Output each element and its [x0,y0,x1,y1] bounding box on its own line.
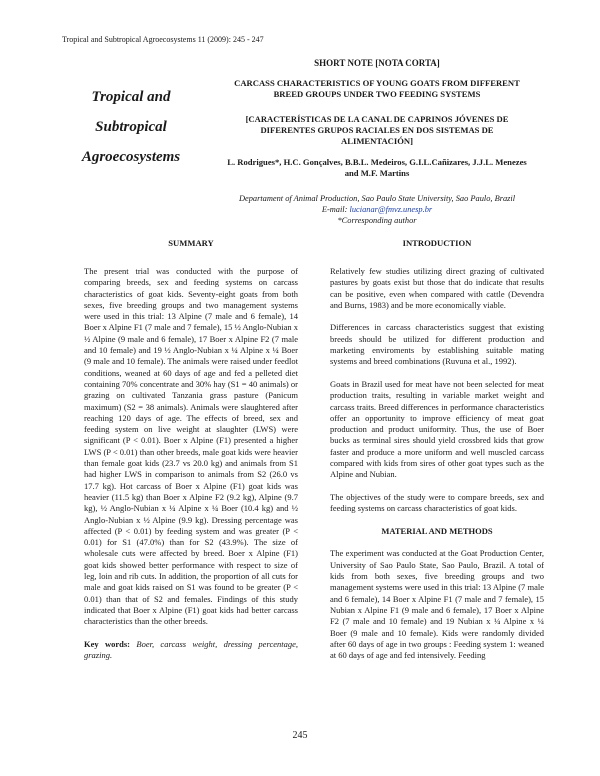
intro-paragraph-2: Differences in carcass characteristics suggest that existing breeds should be utilized for different production and marketing enviroments by establishing suitable mating systems and breed combinations (Ruvuna et al., 1992). [330,322,544,367]
authors-line-2: and M.F. Martins [344,168,410,178]
authors-line-1: L. Rodrigues*, H.C. Gonçalves, B.B.L. Medeiros, G.I.L.Cañizares, J.J.L. Menezes [227,157,527,167]
journal-title-line-1: Tropical and [91,89,171,105]
note-type: SHORT NOTE [NOTA CORTA] [314,58,440,68]
running-head: Tropical and Subtropical Agroecosystems 11 (2009): 245 - 247 [62,35,264,44]
email-link[interactable]: lucianar@fmvz.unesp.br [349,205,433,214]
keywords-line [84,639,298,662]
journal-title-line-3: Agroecosystems [81,149,181,165]
affiliation-block [202,193,552,226]
intro-paragraph-4: The objectives of the study were to compare breeds, sex and feeding systems on carcass characteristics of goat kids. [330,491,544,514]
title-en-line-1: CARCASS CHARACTERISTICS OF YOUNG GOATS FROM DIFFERENT [234,78,520,88]
title-es-line-2: DIFERENTES GRUPOS RACIALES EN DOS SISTEMAS DE [260,125,494,135]
intro-paragraph-3: Goats in Brazil used for meat have not been selected for meat production traits, resulting in variable market weight and carcass traits. Breed differences in performance characteristics offer an opportunity to improve efficiency of meat goat production and product uniformity. Thus, the use of Boer bucks as terminal sires should yield crossbred kids that grow faster and produce a more uniform and well muscled carcass compared with kids from sires of other goat types such as the Alpine and Nubian. [330,378,544,480]
methods-paragraph-1: The experiment was conducted at the Goat Production Center, University of Sao Paulo State, Sao Paulo, Brazil. A total of kids from both sexes, five breeding groups and two management systems were used in this trial: 13 Alpine (7 male and 6 female), 14 Boer x Alpine F1 (7 male and 7 female), 15 Nubian x Alpine F1 (9 male and 6 female), 17 Boer x Alpine F2 (7 male and 10 female) and 19 Nubian x ¼ Alpine x ¼ Boer (9 male and 10 female). Kids were randomly divided after 60 days of age in two groups : Feeding system 1: weaned at 60 days of age and fed intensively. Feeding [330,548,544,661]
corresponding-author: *Corresponding author [337,216,417,225]
email-label: E-mail: [321,205,350,214]
title-en-line-2: BREED GROUPS UNDER TWO FEEDING SYSTEMS [273,89,481,99]
article-title-spanish [202,114,552,147]
keywords-value: Boer, carcass weight, dressing percentage, grazing. [84,638,298,661]
introduction-heading: INTRODUCTION [402,238,472,248]
author-list [202,157,552,179]
affiliation: Departament of Animal Production, Sao Paulo State University, Sao Paulo, Brazil [238,194,516,203]
email-line [202,204,552,215]
title-es-line-3: ALIMENTACIÓN] [341,136,413,146]
summary-paragraph: The present trial was conducted with the purpose of comparing breeds, sex and feeding systems on carcass characteristics of goat kids. Seventy-eight goats from both sexes, five breeding groups and two management systems were used in this trial: 13 Alpine (7 male and 6 female), 14 Boer x Alpine F1 (7 male and 7 female), 15 ½ Anglo-Nubian x ½ Alpine (9 male and 6 female), 17 Boer x Alpine F2 (7 male and 10 female) and 19 ½ Anglo-Nubian x ¼ Alpine x ¼ Boer (9 male and 10 female). The animals were raised under feedlot conditions, weaned at 60 days of age and fed a pelleted diet containing 70% concentrate and 30% hay (S1 = 40 animals) or grazing on cultivated Tanzania grass pasture (Panicum maximum) (S2 = 38 animals). Animals were slaughtered after reaching 120 days of age. The effects of breed, sex and feeding system on live weight at slaughter (LWS) were significant (P < 0.01). Boer x Alpine (F1) presented a higher LWS (P < 0.01) than other breeds, male goat kids were heavier than female goat kids (23.7 vs 20.0 kg) and animals from S1 had higher LWS in comparison to animals from S2 (26.0 vs 17.7 kg). Hot carcass of Boer x Alpine (F1) goat kids was heavier (11.5 kg) than Boer x Alpine F2 (9.2 kg), Alpine (9.7 kg), ½ Anglo-Nubian x ¼ Alpine x ¼ Boer (10.4 kg) and ½ Anglo-Nubian x ½ Alpine (9.9 kg). Dressing percentage was affected (P < 0.01) by feeding system and was greater (P < 0.01) for S1 (47.0%) than for S2 (43.9%). The size of wholesale cuts were affected by breed. Boer x Alpine (F1) goat kids showed better performance with respect to size of leg, loin and rib cuts. In addition, the proportion of all cuts for male and goat kids raised on S1 was found to be greater (P < 0.01) than that of S2 and females. Findings of this study indicated that Boer x Alpine (F1) goat kids had better carcass characteristics than the other breeds. [84,266,298,627]
journal-title-line-2: Subtropical [95,119,167,135]
page-number: 245 [292,730,308,741]
keywords-label: Key words: [84,638,131,649]
summary-heading: SUMMARY [168,238,214,248]
journal-title [66,82,196,172]
title-es-line-1: [CARACTERÍSTICAS DE LA CANAL DE CAPRINOS JÓVENES DE [245,114,509,124]
methods-heading: MATERIAL AND METHODS [381,525,493,536]
summary-column [84,266,298,673]
article-title-english [202,78,552,100]
intro-paragraph-1: Relatively few studies utilizing direct grazing of cultivated pastures by goats exist but those that do indicate that results can be positive, even when compared with cattle (Devendra and Burns, 1983) and be more economically viable. [330,266,544,310]
introduction-column [330,266,544,673]
